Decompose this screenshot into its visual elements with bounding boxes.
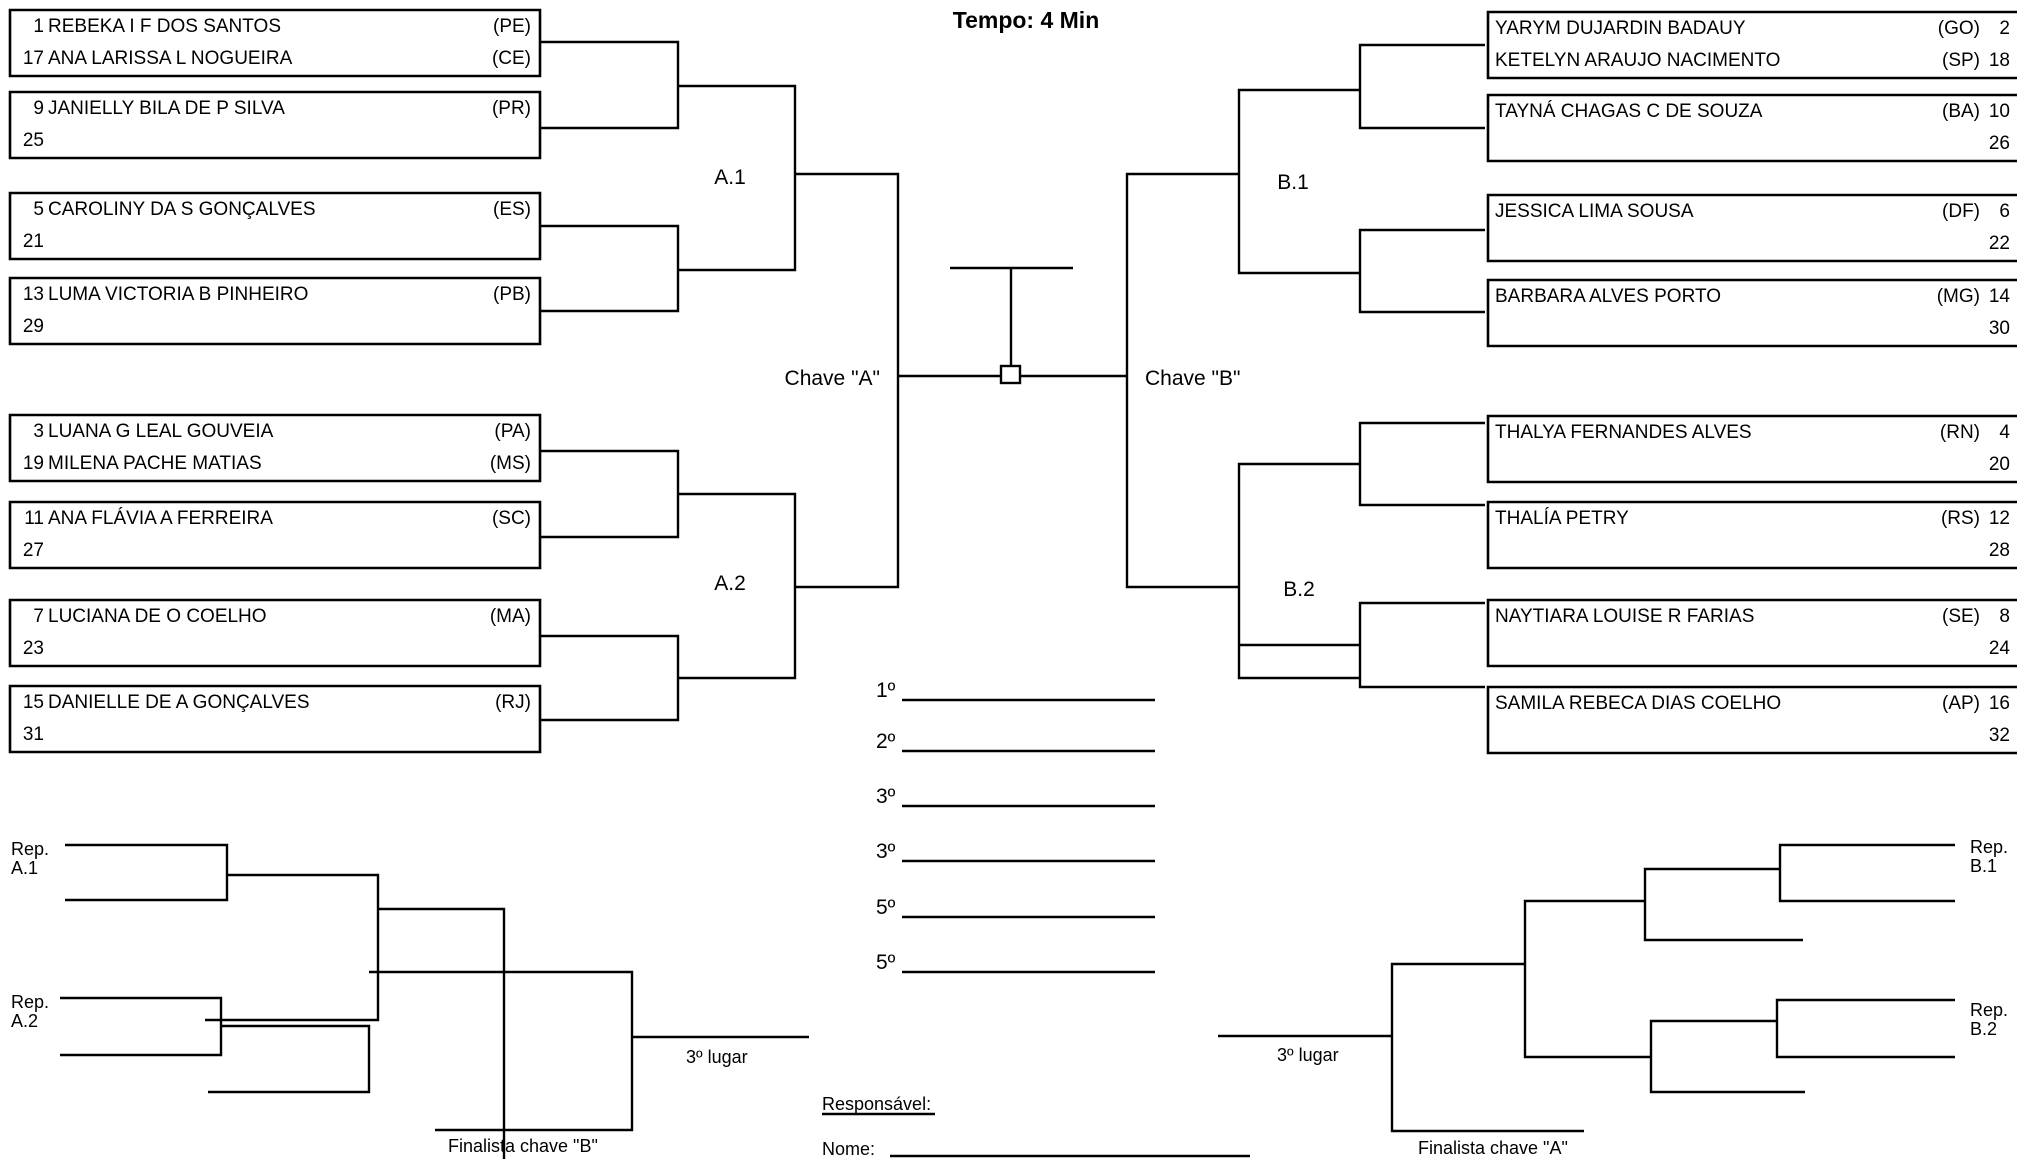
state-code: (SE)	[1942, 606, 1980, 627]
competitor-entry	[23, 130, 44, 151]
competitor-entry	[1989, 540, 2010, 561]
nome-label: Nome:	[822, 1139, 876, 1159]
athlete-name: CAROLINY DA S GONÇALVES	[48, 199, 316, 220]
seed-number: 22	[1988, 233, 2010, 254]
label-b1: B.1	[1277, 171, 1309, 194]
match-pair	[10, 502, 540, 568]
athlete-name: KETELYN ARAUJO NACIMENTO	[1495, 50, 1781, 71]
athlete-name: LUCIANA DE O COELHO	[48, 606, 267, 627]
seed-number: 23	[22, 638, 44, 659]
seed-number: 27	[22, 540, 44, 561]
athlete-name: SAMILA REBECA DIAS COELHO	[1495, 693, 1782, 714]
athlete-name: DANIELLE DE A GONÇALVES	[48, 692, 310, 713]
state-code: (PB)	[493, 284, 531, 305]
athlete-name: ANA FLÁVIA A FERREIRA	[48, 508, 273, 529]
competitor-entry	[1495, 286, 2010, 307]
right-bracket-entries	[1488, 12, 2017, 753]
finalist-a-label: Finalista chave "A"	[1418, 1138, 1568, 1158]
state-code: (MG)	[1936, 286, 1980, 307]
seed-number: 1	[33, 16, 44, 37]
seed-number: 13	[22, 284, 44, 305]
athlete-name: ANA LARISSA L NOGUEIRA	[48, 48, 293, 69]
svg-text:3º: 3º	[876, 840, 896, 863]
seed-number: 29	[22, 316, 44, 337]
seed-number: 31	[22, 724, 44, 745]
athlete-name: REBEKA I F DOS SANTOS	[48, 16, 281, 37]
seed-number: 30	[1988, 318, 2010, 339]
placing-row	[876, 896, 1155, 919]
competitor-entry	[33, 98, 531, 119]
footer	[822, 1094, 1250, 1159]
state-code: (MS)	[489, 453, 531, 474]
seed-number: 21	[22, 231, 44, 252]
match-pair	[10, 686, 540, 752]
match-pair	[1488, 12, 2017, 78]
left-bracket-lines	[540, 42, 1002, 720]
label-b2: B.2	[1283, 578, 1315, 601]
seed-number: 14	[1988, 286, 2010, 307]
label-a2: A.2	[714, 572, 746, 595]
competitor-entry	[1989, 638, 2011, 659]
competitor-entry	[33, 199, 531, 220]
match-pair	[1488, 416, 2017, 482]
state-code: (RN)	[1939, 422, 1980, 443]
state-code: (AP)	[1942, 693, 1980, 714]
athlete-name: BARBARA ALVES PORTO	[1495, 286, 1721, 307]
athlete-name: THALÍA PETRY	[1495, 508, 1629, 529]
competitor-entry	[23, 692, 531, 713]
label-chave-b: Chave "B"	[1145, 367, 1241, 390]
match-pair	[10, 600, 540, 666]
seed-number: 4	[1999, 422, 2010, 443]
state-code: (SC)	[491, 508, 531, 529]
competitor-entry	[23, 316, 44, 337]
seed-number: 7	[33, 606, 44, 627]
svg-text:5º: 5º	[876, 896, 896, 919]
match-pair	[10, 278, 540, 344]
athlete-name: THALYA FERNANDES ALVES	[1495, 422, 1752, 443]
competitor-entry	[23, 453, 531, 474]
svg-text:1º: 1º	[876, 679, 896, 702]
svg-text:5º: 5º	[876, 951, 896, 974]
label-chave-a: Chave "A"	[784, 367, 880, 390]
seed-number: 5	[33, 199, 44, 220]
competitor-entry	[23, 231, 44, 252]
competitor-entry	[23, 638, 44, 659]
competitor-entry	[1989, 454, 2010, 475]
placing-row	[876, 951, 1155, 974]
state-code: (CE)	[491, 48, 531, 69]
state-code: (RS)	[1940, 508, 1980, 529]
competitor-entry	[23, 540, 44, 561]
seed-number: 3	[33, 421, 44, 442]
placing-row	[876, 730, 1155, 753]
competitor-entry	[1495, 18, 2010, 39]
competitor-entry	[1989, 233, 2010, 254]
rep-a2-label: Rep. A.2	[11, 992, 50, 1031]
competitor-entry	[24, 508, 531, 529]
competitor-entry	[23, 284, 531, 305]
seed-number: 16	[1988, 693, 2010, 714]
athlete-name: YARYM DUJARDIN BADAUY	[1495, 18, 1746, 39]
competitor-entry	[1989, 133, 2010, 154]
match-pair	[1488, 195, 2017, 261]
seed-number: 24	[1988, 638, 2010, 659]
seed-number: 17	[22, 48, 44, 69]
seed-number: 2	[1999, 18, 2010, 39]
athlete-name: TAYNÁ CHAGAS C DE SOUZA	[1495, 101, 1763, 122]
state-code: (RJ)	[495, 692, 531, 713]
rep-b1-label: Rep. B.1	[1970, 837, 2009, 876]
state-code: (MA)	[489, 606, 531, 627]
athlete-name: LUMA VICTORIA B PINHEIRO	[48, 284, 309, 305]
athlete-name: MILENA PACHE MATIAS	[48, 453, 262, 474]
competitor-entry	[1989, 318, 2010, 339]
competitor-entry	[1495, 101, 2010, 122]
seed-number: 20	[1988, 454, 2010, 475]
athlete-name: LUANA G LEAL GOUVEIA	[48, 421, 274, 442]
seed-number: 8	[1999, 606, 2010, 627]
competitor-entry	[1989, 725, 2010, 746]
athlete-name: JANIELLY BILA DE P SILVA	[48, 98, 285, 119]
competitor-entry	[33, 606, 531, 627]
seed-number: 6	[1999, 201, 2010, 222]
athlete-name: JESSICA LIMA SOUSA	[1495, 201, 1694, 222]
placing-row	[876, 785, 1155, 808]
competitor-entry	[33, 16, 531, 37]
athlete-name: NAYTIARA LOUISE R FARIAS	[1495, 606, 1755, 627]
third-place-right-label: 3º lugar	[1277, 1045, 1339, 1065]
competitor-entry	[1495, 201, 2010, 222]
seed-number: 18	[1988, 50, 2010, 71]
competitor-entry	[1495, 50, 2010, 71]
match-pair	[1488, 280, 2017, 346]
rep-a1-label: Rep. A.1	[11, 839, 50, 878]
seed-number: 15	[22, 692, 44, 713]
placings-list	[876, 679, 1155, 974]
label-a1: A.1	[714, 166, 746, 189]
seed-number: 12	[1988, 508, 2010, 529]
seed-number: 9	[33, 98, 44, 119]
match-pair	[1488, 502, 2017, 568]
match-pair	[10, 415, 540, 481]
match-pair	[10, 10, 540, 76]
placing-row	[876, 840, 1155, 863]
competitor-entry	[1495, 508, 2010, 529]
state-code: (PE)	[493, 16, 531, 37]
competitor-entry	[1495, 693, 2010, 714]
seed-number: 26	[1988, 133, 2010, 154]
svg-text:3º: 3º	[876, 785, 896, 808]
seed-number: 28	[1988, 540, 2010, 561]
competitor-entry	[1495, 422, 2010, 443]
third-place-left-label: 3º lugar	[686, 1047, 748, 1067]
match-pair	[10, 92, 540, 158]
seed-number: 11	[24, 508, 44, 529]
state-code: (GO)	[1937, 18, 1980, 39]
state-code: (DF)	[1942, 201, 1980, 222]
rep-b2-label: Rep. B.2	[1970, 1000, 2009, 1039]
state-code: (SP)	[1942, 50, 1980, 71]
match-pair	[10, 193, 540, 259]
match-pair	[1488, 600, 2017, 666]
match-pair	[1488, 95, 2017, 161]
final-connector	[950, 268, 1127, 383]
svg-text:2º: 2º	[876, 730, 896, 753]
state-code: (PR)	[491, 98, 531, 119]
repechage-right	[1218, 837, 2008, 1158]
competitor-entry	[1495, 606, 2010, 627]
sheet-title: Tempo: 4 Min	[952, 7, 1100, 33]
seed-number: 19	[22, 453, 44, 474]
state-code: (PA)	[494, 421, 531, 442]
competitor-entry	[33, 421, 531, 442]
state-code: (ES)	[493, 199, 531, 220]
repechage-left	[11, 839, 809, 1159]
competitor-entry	[23, 724, 44, 745]
responsavel-label: Responsável:	[822, 1094, 932, 1114]
seed-number: 32	[1988, 725, 2010, 746]
state-code: (BA)	[1942, 101, 1980, 122]
competitor-entry	[23, 48, 531, 69]
match-pair	[1488, 687, 2017, 753]
left-bracket-entries	[10, 10, 540, 752]
finalist-b-label: Finalista chave "B"	[448, 1136, 598, 1156]
seed-number: 25	[22, 130, 44, 151]
placing-row	[876, 679, 1155, 702]
seed-number: 10	[1988, 101, 2010, 122]
